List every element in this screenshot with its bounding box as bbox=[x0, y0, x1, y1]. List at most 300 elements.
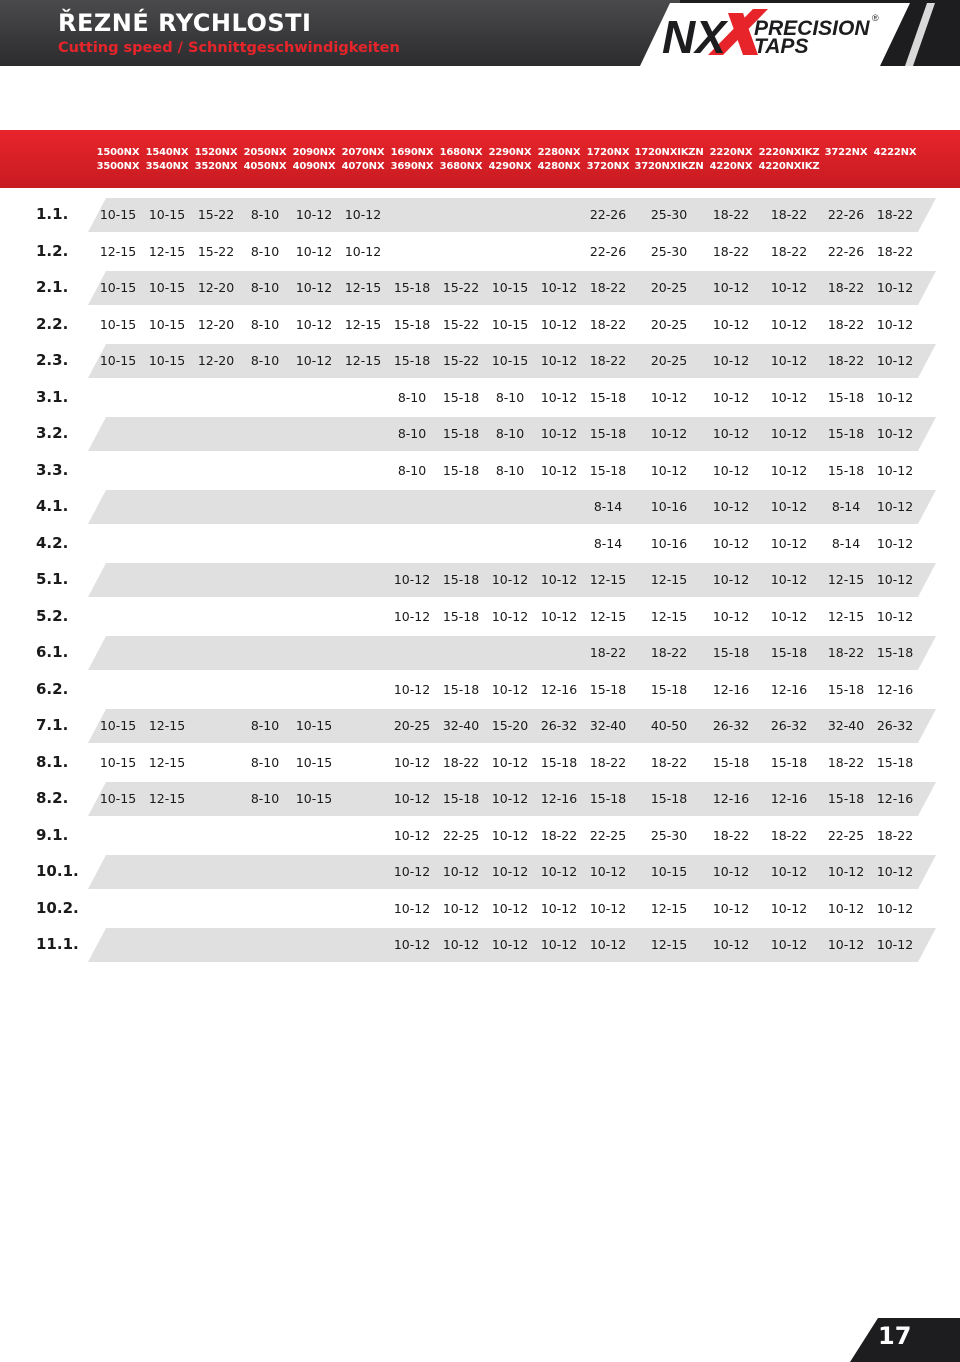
speed-cell: 12-20 bbox=[197, 317, 235, 332]
page-subtitle: Cutting speed / Schnittgeschwindigkeiten bbox=[58, 40, 400, 56]
table-row bbox=[0, 235, 960, 269]
speed-cell: 10-12 bbox=[393, 864, 431, 879]
speed-cell: 10-15 bbox=[99, 718, 137, 733]
speed-cell: 20-25 bbox=[650, 280, 688, 295]
speed-cell: 12-15 bbox=[148, 755, 186, 770]
speed-cell: 10-12 bbox=[770, 317, 808, 332]
speed-cell: 15-18 bbox=[712, 755, 750, 770]
speed-cell: 10-15 bbox=[99, 207, 137, 222]
product-code: 1720NX bbox=[586, 147, 630, 158]
speed-cell: 8-10 bbox=[250, 791, 280, 806]
speed-cell: 12-15 bbox=[827, 572, 865, 587]
material-group-label: 6.2. bbox=[36, 680, 69, 698]
speed-cell: 10-12 bbox=[876, 572, 914, 587]
speed-cell: 12-16 bbox=[540, 791, 578, 806]
speed-cell: 10-15 bbox=[148, 317, 186, 332]
speed-cell: 10-12 bbox=[712, 572, 750, 587]
speed-cell: 18-22 bbox=[827, 645, 865, 660]
speed-cell: 15-18 bbox=[442, 682, 480, 697]
speed-cell: 18-22 bbox=[589, 645, 627, 660]
speed-cell: 20-25 bbox=[650, 317, 688, 332]
table-row bbox=[0, 563, 960, 597]
speed-cell: 10-12 bbox=[540, 937, 578, 952]
speed-cell: 15-18 bbox=[827, 426, 865, 441]
speed-cell: 10-12 bbox=[393, 937, 431, 952]
speed-cell: 10-12 bbox=[393, 682, 431, 697]
speed-cell: 10-15 bbox=[491, 280, 529, 295]
speed-cell: 15-18 bbox=[442, 426, 480, 441]
speed-cell: 15-18 bbox=[589, 390, 627, 405]
speed-cell: 10-15 bbox=[99, 791, 137, 806]
speed-cell: 10-12 bbox=[491, 755, 529, 770]
product-code: 1720NXIKZN bbox=[634, 147, 704, 158]
speed-cell: 12-15 bbox=[148, 718, 186, 733]
speed-cell: 20-25 bbox=[393, 718, 431, 733]
speed-cell: 12-15 bbox=[99, 244, 137, 259]
speed-cell: 10-12 bbox=[393, 791, 431, 806]
material-group-label: 9.1. bbox=[36, 826, 69, 844]
material-group-label: 2.2. bbox=[36, 315, 69, 333]
material-group-label: 5.2. bbox=[36, 607, 69, 625]
speed-cell: 8-10 bbox=[397, 426, 427, 441]
speed-cell: 10-16 bbox=[650, 499, 688, 514]
speed-cell: 10-12 bbox=[650, 463, 688, 478]
speed-cell: 10-12 bbox=[712, 937, 750, 952]
speed-cell: 10-12 bbox=[295, 353, 333, 368]
speed-cell: 15-18 bbox=[442, 791, 480, 806]
material-group-label: 1.2. bbox=[36, 242, 69, 260]
table-row bbox=[0, 527, 960, 561]
speed-cell: 10-15 bbox=[99, 353, 137, 368]
speed-cell: 18-22 bbox=[876, 207, 914, 222]
speed-cell: 12-20 bbox=[197, 353, 235, 368]
product-code: 4222NX bbox=[873, 147, 917, 158]
speed-cell: 10-15 bbox=[148, 353, 186, 368]
product-code: 4290NX bbox=[488, 161, 532, 172]
speed-cell: 10-12 bbox=[827, 864, 865, 879]
table-row bbox=[0, 782, 960, 816]
speed-cell: 10-15 bbox=[295, 755, 333, 770]
speed-cell: 12-15 bbox=[344, 280, 382, 295]
material-group-label: 4.1. bbox=[36, 497, 69, 515]
speed-cell: 10-12 bbox=[712, 353, 750, 368]
table-row bbox=[0, 198, 960, 232]
row-stripe bbox=[88, 636, 936, 670]
speed-cell: 10-12 bbox=[393, 609, 431, 624]
speed-cell: 8-10 bbox=[397, 390, 427, 405]
table-row bbox=[0, 600, 960, 634]
speed-cell: 10-12 bbox=[770, 572, 808, 587]
product-code: 2280NX bbox=[537, 147, 581, 158]
speed-cell: 18-22 bbox=[876, 244, 914, 259]
speed-cell: 22-26 bbox=[589, 207, 627, 222]
speed-cell: 10-12 bbox=[876, 353, 914, 368]
product-code: 3500NX bbox=[96, 161, 140, 172]
product-code: 2290NX bbox=[488, 147, 532, 158]
table-row bbox=[0, 490, 960, 524]
speed-cell: 18-22 bbox=[712, 828, 750, 843]
speed-cell: 10-12 bbox=[876, 390, 914, 405]
speed-cell: 18-22 bbox=[770, 244, 808, 259]
material-group-label: 2.1. bbox=[36, 278, 69, 296]
speed-cell: 8-14 bbox=[831, 499, 861, 514]
speed-cell: 8-10 bbox=[250, 755, 280, 770]
speed-cell: 12-16 bbox=[876, 682, 914, 697]
material-group-label: 3.1. bbox=[36, 388, 69, 406]
speed-cell: 15-18 bbox=[393, 317, 431, 332]
speed-cell: 10-12 bbox=[876, 864, 914, 879]
speed-cell: 12-15 bbox=[148, 791, 186, 806]
speed-cell: 10-12 bbox=[770, 901, 808, 916]
speed-cell: 10-12 bbox=[712, 536, 750, 551]
speed-cell: 15-18 bbox=[827, 682, 865, 697]
speed-cell: 10-12 bbox=[589, 864, 627, 879]
speed-cell: 10-12 bbox=[540, 572, 578, 587]
speed-cell: 10-15 bbox=[491, 317, 529, 332]
speed-cell: 18-22 bbox=[770, 207, 808, 222]
material-group-label: 7.1. bbox=[36, 716, 69, 734]
material-group-label: 4.2. bbox=[36, 534, 69, 552]
speed-cell: 10-12 bbox=[589, 937, 627, 952]
speed-cell: 15-18 bbox=[393, 280, 431, 295]
speed-cell: 10-12 bbox=[540, 609, 578, 624]
speed-cell: 12-15 bbox=[650, 609, 688, 624]
speed-cell: 10-12 bbox=[344, 207, 382, 222]
speed-cell: 10-12 bbox=[540, 390, 578, 405]
speed-cell: 26-32 bbox=[540, 718, 578, 733]
speed-cell: 32-40 bbox=[442, 718, 480, 733]
speed-cell: 18-22 bbox=[589, 755, 627, 770]
table-row bbox=[0, 271, 960, 305]
speed-cell: 10-12 bbox=[876, 901, 914, 916]
speed-cell: 18-22 bbox=[589, 280, 627, 295]
speed-cell: 15-18 bbox=[712, 645, 750, 660]
speed-cell: 10-12 bbox=[540, 426, 578, 441]
speed-cell: 10-12 bbox=[295, 280, 333, 295]
speed-cell: 22-26 bbox=[589, 244, 627, 259]
speed-cell: 12-15 bbox=[650, 937, 688, 952]
speed-cell: 8-14 bbox=[593, 536, 623, 551]
speed-cell: 12-15 bbox=[827, 609, 865, 624]
speed-cell: 10-15 bbox=[99, 280, 137, 295]
speed-cell: 22-26 bbox=[827, 207, 865, 222]
speed-cell: 20-25 bbox=[650, 353, 688, 368]
speed-cell: 10-12 bbox=[770, 609, 808, 624]
speed-cell: 10-12 bbox=[712, 864, 750, 879]
speed-cell: 10-12 bbox=[712, 426, 750, 441]
speed-cell: 10-12 bbox=[712, 609, 750, 624]
speed-cell: 10-12 bbox=[393, 755, 431, 770]
speed-cell: 18-22 bbox=[827, 755, 865, 770]
speed-cell: 25-30 bbox=[650, 207, 688, 222]
speed-cell: 26-32 bbox=[770, 718, 808, 733]
speed-cell: 12-15 bbox=[589, 609, 627, 624]
speed-cell: 18-22 bbox=[712, 207, 750, 222]
speed-cell: 10-12 bbox=[876, 280, 914, 295]
speed-cell: 15-18 bbox=[827, 390, 865, 405]
table-row bbox=[0, 709, 960, 743]
speed-cell: 10-12 bbox=[393, 828, 431, 843]
speed-cell: 10-12 bbox=[491, 937, 529, 952]
table-row bbox=[0, 344, 960, 378]
row-stripe bbox=[88, 490, 936, 524]
speed-cell: 10-15 bbox=[148, 280, 186, 295]
speed-cell: 10-12 bbox=[712, 390, 750, 405]
speed-cell: 10-12 bbox=[491, 791, 529, 806]
speed-cell: 10-12 bbox=[491, 572, 529, 587]
speed-cell: 10-12 bbox=[770, 864, 808, 879]
speed-cell: 10-12 bbox=[876, 426, 914, 441]
table-row bbox=[0, 855, 960, 889]
speed-cell: 18-22 bbox=[827, 317, 865, 332]
product-code: 2220NXIKZ bbox=[758, 147, 820, 158]
product-code: 3520NX bbox=[194, 161, 238, 172]
speed-cell: 10-12 bbox=[770, 353, 808, 368]
product-code: 3690NX bbox=[390, 161, 434, 172]
table-row bbox=[0, 417, 960, 451]
speed-cell: 12-16 bbox=[540, 682, 578, 697]
speed-cell: 10-12 bbox=[827, 937, 865, 952]
product-code: 1520NX bbox=[194, 147, 238, 158]
table-row bbox=[0, 819, 960, 853]
speed-cell: 22-25 bbox=[442, 828, 480, 843]
speed-cell: 10-12 bbox=[770, 499, 808, 514]
speed-cell: 12-20 bbox=[197, 280, 235, 295]
material-group-label: 6.1. bbox=[36, 643, 69, 661]
product-code: 3540NX bbox=[145, 161, 189, 172]
speed-cell: 22-25 bbox=[827, 828, 865, 843]
speed-cell: 12-15 bbox=[344, 317, 382, 332]
speed-cell: 12-15 bbox=[589, 572, 627, 587]
speed-cell: 8-10 bbox=[495, 426, 525, 441]
speed-cell: 10-12 bbox=[712, 280, 750, 295]
product-code: 2220NX bbox=[709, 147, 753, 158]
speed-cell: 10-12 bbox=[540, 463, 578, 478]
speed-cell: 10-12 bbox=[491, 864, 529, 879]
speed-cell: 15-18 bbox=[589, 463, 627, 478]
speed-cell: 15-20 bbox=[491, 718, 529, 733]
speed-cell: 15-18 bbox=[650, 791, 688, 806]
speed-cell: 10-12 bbox=[344, 244, 382, 259]
speed-cell: 10-15 bbox=[650, 864, 688, 879]
speed-cell: 12-16 bbox=[876, 791, 914, 806]
logo-mark: NX bbox=[662, 11, 726, 63]
speed-cell: 10-16 bbox=[650, 536, 688, 551]
speed-cell: 10-12 bbox=[295, 207, 333, 222]
product-code: 4050NX bbox=[243, 161, 287, 172]
speed-cell: 12-15 bbox=[650, 901, 688, 916]
speed-cell: 15-18 bbox=[589, 682, 627, 697]
speed-cell: 8-10 bbox=[250, 280, 280, 295]
logo-line2: TAPS bbox=[754, 35, 809, 58]
speed-cell: 18-22 bbox=[712, 244, 750, 259]
speed-cell: 15-18 bbox=[770, 755, 808, 770]
material-group-label: 11.1. bbox=[36, 935, 79, 953]
speed-cell: 10-12 bbox=[491, 828, 529, 843]
table-row bbox=[0, 673, 960, 707]
speed-cell: 15-18 bbox=[442, 609, 480, 624]
product-code: 4220NXIKZ bbox=[758, 161, 820, 172]
speed-cell: 10-15 bbox=[148, 207, 186, 222]
speed-cell: 12-15 bbox=[148, 244, 186, 259]
speed-cell: 18-22 bbox=[442, 755, 480, 770]
speed-cell: 18-22 bbox=[827, 353, 865, 368]
speed-cell: 10-12 bbox=[770, 280, 808, 295]
speed-cell: 18-22 bbox=[589, 317, 627, 332]
speed-cell: 10-12 bbox=[540, 280, 578, 295]
logo-line1: PRECISION bbox=[754, 17, 870, 40]
speed-cell: 8-10 bbox=[397, 463, 427, 478]
speed-cell: 10-12 bbox=[442, 901, 480, 916]
speed-cell: 15-18 bbox=[442, 572, 480, 587]
speed-cell: 10-12 bbox=[540, 864, 578, 879]
product-code: 3680NX bbox=[439, 161, 483, 172]
speed-cell: 12-16 bbox=[712, 791, 750, 806]
product-code: 4280NX bbox=[537, 161, 581, 172]
speed-cell: 15-18 bbox=[770, 645, 808, 660]
material-group-label: 5.1. bbox=[36, 570, 69, 588]
product-code: 3722NX bbox=[824, 147, 868, 158]
speed-cell: 22-25 bbox=[589, 828, 627, 843]
speed-cell: 10-12 bbox=[650, 426, 688, 441]
table-row bbox=[0, 892, 960, 926]
speed-cell: 10-12 bbox=[876, 463, 914, 478]
speed-cell: 10-12 bbox=[491, 901, 529, 916]
speed-cell: 8-10 bbox=[250, 718, 280, 733]
speed-cell: 10-12 bbox=[876, 937, 914, 952]
speed-cell: 10-12 bbox=[770, 463, 808, 478]
table-row bbox=[0, 746, 960, 780]
speed-cell: 8-10 bbox=[250, 353, 280, 368]
speed-cell: 15-22 bbox=[442, 353, 480, 368]
speed-cell: 10-12 bbox=[540, 901, 578, 916]
speed-cell: 15-22 bbox=[442, 280, 480, 295]
product-code: 1540NX bbox=[145, 147, 189, 158]
page-number: 17 bbox=[878, 1322, 912, 1350]
speed-cell: 12-16 bbox=[770, 682, 808, 697]
material-group-label: 1.1. bbox=[36, 205, 69, 223]
speed-cell: 15-18 bbox=[540, 755, 578, 770]
speed-cell: 18-22 bbox=[876, 828, 914, 843]
speed-cell: 10-12 bbox=[442, 937, 480, 952]
table-row bbox=[0, 928, 960, 962]
table-row bbox=[0, 454, 960, 488]
speed-cell: 8-10 bbox=[250, 207, 280, 222]
speed-cell: 25-30 bbox=[650, 828, 688, 843]
speed-cell: 15-22 bbox=[197, 244, 235, 259]
speed-cell: 18-22 bbox=[650, 645, 688, 660]
product-code: 4070NX bbox=[341, 161, 385, 172]
material-group-label: 3.2. bbox=[36, 424, 69, 442]
speed-cell: 10-15 bbox=[491, 353, 529, 368]
material-group-label: 2.3. bbox=[36, 351, 69, 369]
logo-registered: ® bbox=[872, 13, 879, 23]
speed-cell: 12-16 bbox=[712, 682, 750, 697]
speed-cell: 15-18 bbox=[876, 755, 914, 770]
speed-cell: 8-10 bbox=[250, 244, 280, 259]
speed-cell: 15-18 bbox=[589, 791, 627, 806]
speed-cell: 10-12 bbox=[393, 901, 431, 916]
speed-cell: 15-22 bbox=[442, 317, 480, 332]
speed-cell: 10-12 bbox=[876, 609, 914, 624]
speed-cell: 10-12 bbox=[876, 536, 914, 551]
speed-cell: 10-12 bbox=[589, 901, 627, 916]
header-accent-stripe bbox=[905, 3, 935, 66]
speed-cell: 10-12 bbox=[712, 317, 750, 332]
material-group-label: 10.1. bbox=[36, 862, 79, 880]
product-code: 1500NX bbox=[96, 147, 140, 158]
speed-cell: 10-12 bbox=[770, 426, 808, 441]
speed-cell: 15-18 bbox=[442, 390, 480, 405]
product-code: 3720NX bbox=[586, 161, 630, 172]
material-group-label: 3.3. bbox=[36, 461, 69, 479]
product-code: 3720NXIKZN bbox=[634, 161, 704, 172]
speed-cell: 10-12 bbox=[491, 682, 529, 697]
speed-cell: 15-18 bbox=[442, 463, 480, 478]
speed-cell: 18-22 bbox=[589, 353, 627, 368]
speed-cell: 15-18 bbox=[827, 463, 865, 478]
product-code: 4220NX bbox=[709, 161, 753, 172]
speed-cell: 26-32 bbox=[876, 718, 914, 733]
speed-cell: 10-12 bbox=[393, 572, 431, 587]
product-code: 2050NX bbox=[243, 147, 287, 158]
speed-cell: 8-14 bbox=[593, 499, 623, 514]
speed-cell: 10-12 bbox=[491, 609, 529, 624]
speed-cell: 10-12 bbox=[295, 244, 333, 259]
product-header-band bbox=[0, 130, 960, 188]
speed-cell: 15-22 bbox=[197, 207, 235, 222]
speed-cell: 8-10 bbox=[495, 463, 525, 478]
product-code: 4090NX bbox=[292, 161, 336, 172]
product-code: 2070NX bbox=[341, 147, 385, 158]
speed-cell: 8-14 bbox=[831, 536, 861, 551]
speed-cell: 12-15 bbox=[344, 353, 382, 368]
product-code: 1680NX bbox=[439, 147, 483, 158]
speed-cell: 10-12 bbox=[770, 536, 808, 551]
speed-cell: 10-12 bbox=[712, 463, 750, 478]
speed-cell: 18-22 bbox=[770, 828, 808, 843]
speed-cell: 12-16 bbox=[770, 791, 808, 806]
speed-cell: 26-32 bbox=[712, 718, 750, 733]
table-row bbox=[0, 636, 960, 670]
speed-cell: 18-22 bbox=[827, 280, 865, 295]
speed-cell: 40-50 bbox=[650, 718, 688, 733]
speed-cell: 10-12 bbox=[827, 901, 865, 916]
speed-cell: 10-15 bbox=[295, 718, 333, 733]
speed-cell: 10-12 bbox=[712, 901, 750, 916]
material-group-label: 10.2. bbox=[36, 899, 79, 917]
speed-cell: 10-15 bbox=[99, 317, 137, 332]
speed-cell: 10-12 bbox=[770, 937, 808, 952]
speed-cell: 25-30 bbox=[650, 244, 688, 259]
speed-cell: 10-12 bbox=[712, 499, 750, 514]
table-row bbox=[0, 381, 960, 415]
speed-cell: 8-10 bbox=[250, 317, 280, 332]
speed-cell: 22-26 bbox=[827, 244, 865, 259]
speed-cell: 32-40 bbox=[827, 718, 865, 733]
material-group-label: 8.1. bbox=[36, 753, 69, 771]
material-group-label: 8.2. bbox=[36, 789, 69, 807]
speed-cell: 15-18 bbox=[650, 682, 688, 697]
speed-cell: 10-15 bbox=[99, 755, 137, 770]
speed-cell: 10-12 bbox=[650, 390, 688, 405]
speed-cell: 18-22 bbox=[540, 828, 578, 843]
page-title: ŘEZNÉ RYCHLOSTI bbox=[58, 9, 312, 37]
speed-cell: 18-22 bbox=[650, 755, 688, 770]
speed-cell: 10-12 bbox=[540, 317, 578, 332]
speed-cell: 8-10 bbox=[495, 390, 525, 405]
page-header bbox=[0, 0, 960, 66]
